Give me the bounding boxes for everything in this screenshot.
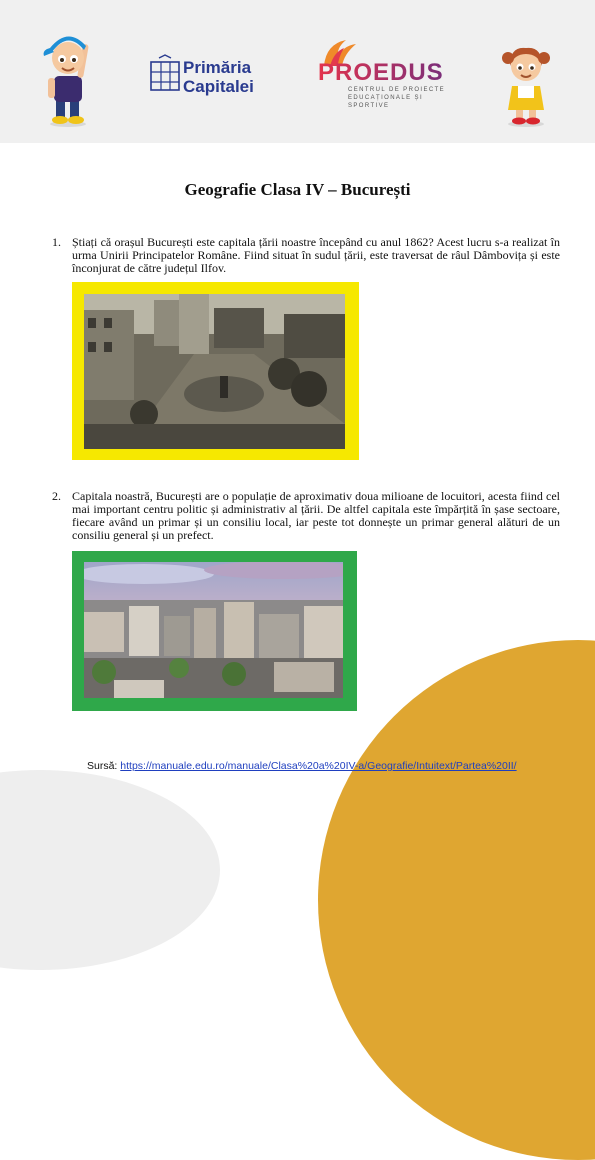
primaria-capitalei-logo-icon <box>145 54 185 96</box>
logo-line-2: Capitalei <box>183 77 254 96</box>
proedus-logo-wordmark: PROEDUS <box>318 59 444 86</box>
old-bucharest-photo <box>84 294 345 449</box>
decorative-shape-bottom-right <box>318 640 595 1160</box>
boy-mascot-illustration <box>40 24 96 128</box>
list-item-text: Capitala noastră, București are o populație de aproximativ doua milioane de locuitori, acesta fiind cel mai important centru politic și administrativ al țării. De altfel capitala este împărțită în șase sectoare, fiecare având un primar și un consiliu local, iar peste tot donnește un primar general alături de un consiliu general și un prefect. <box>72 489 560 542</box>
girl-mascot-illustration <box>498 38 554 128</box>
list-item-2 <box>52 490 560 542</box>
list-item-1 <box>52 236 560 275</box>
page-title: Geografie Clasa IV – București <box>184 180 411 199</box>
source-label: Sursă: <box>87 760 121 772</box>
page-header <box>0 0 595 143</box>
proedus-logo-subtitle: CENTRUL DE PROIECTE EDUCAȚIONALE ȘI SPORTIVE <box>348 87 446 109</box>
modern-bucharest-photo <box>84 562 343 698</box>
photo-frame-yellow <box>72 282 359 460</box>
source-line <box>87 760 517 772</box>
logo-line-1: Primăria <box>183 58 252 77</box>
photo-frame-green <box>72 551 357 711</box>
primaria-capitalei-logo-text <box>183 58 254 96</box>
list-item-number: 2. <box>52 489 61 503</box>
source-link[interactable]: https://manuale.edu.ro/manuale/Clasa%20a%20IV-a/Geografie/Intuitext/Partea%20II/ <box>120 760 517 772</box>
list-item-text: Știați că orașul București este capitala țării noastre începând cu anul 1862? Acest lucru s-a realizat în urma Unirii Principatelor Române. Fiind situat în sudul țării, este traversat de râul Dâmbovița și este înconjurat de către județul Ilfov. <box>72 235 560 275</box>
decorative-shape-bottom-left <box>0 770 220 970</box>
list-item-number: 1. <box>52 235 61 249</box>
